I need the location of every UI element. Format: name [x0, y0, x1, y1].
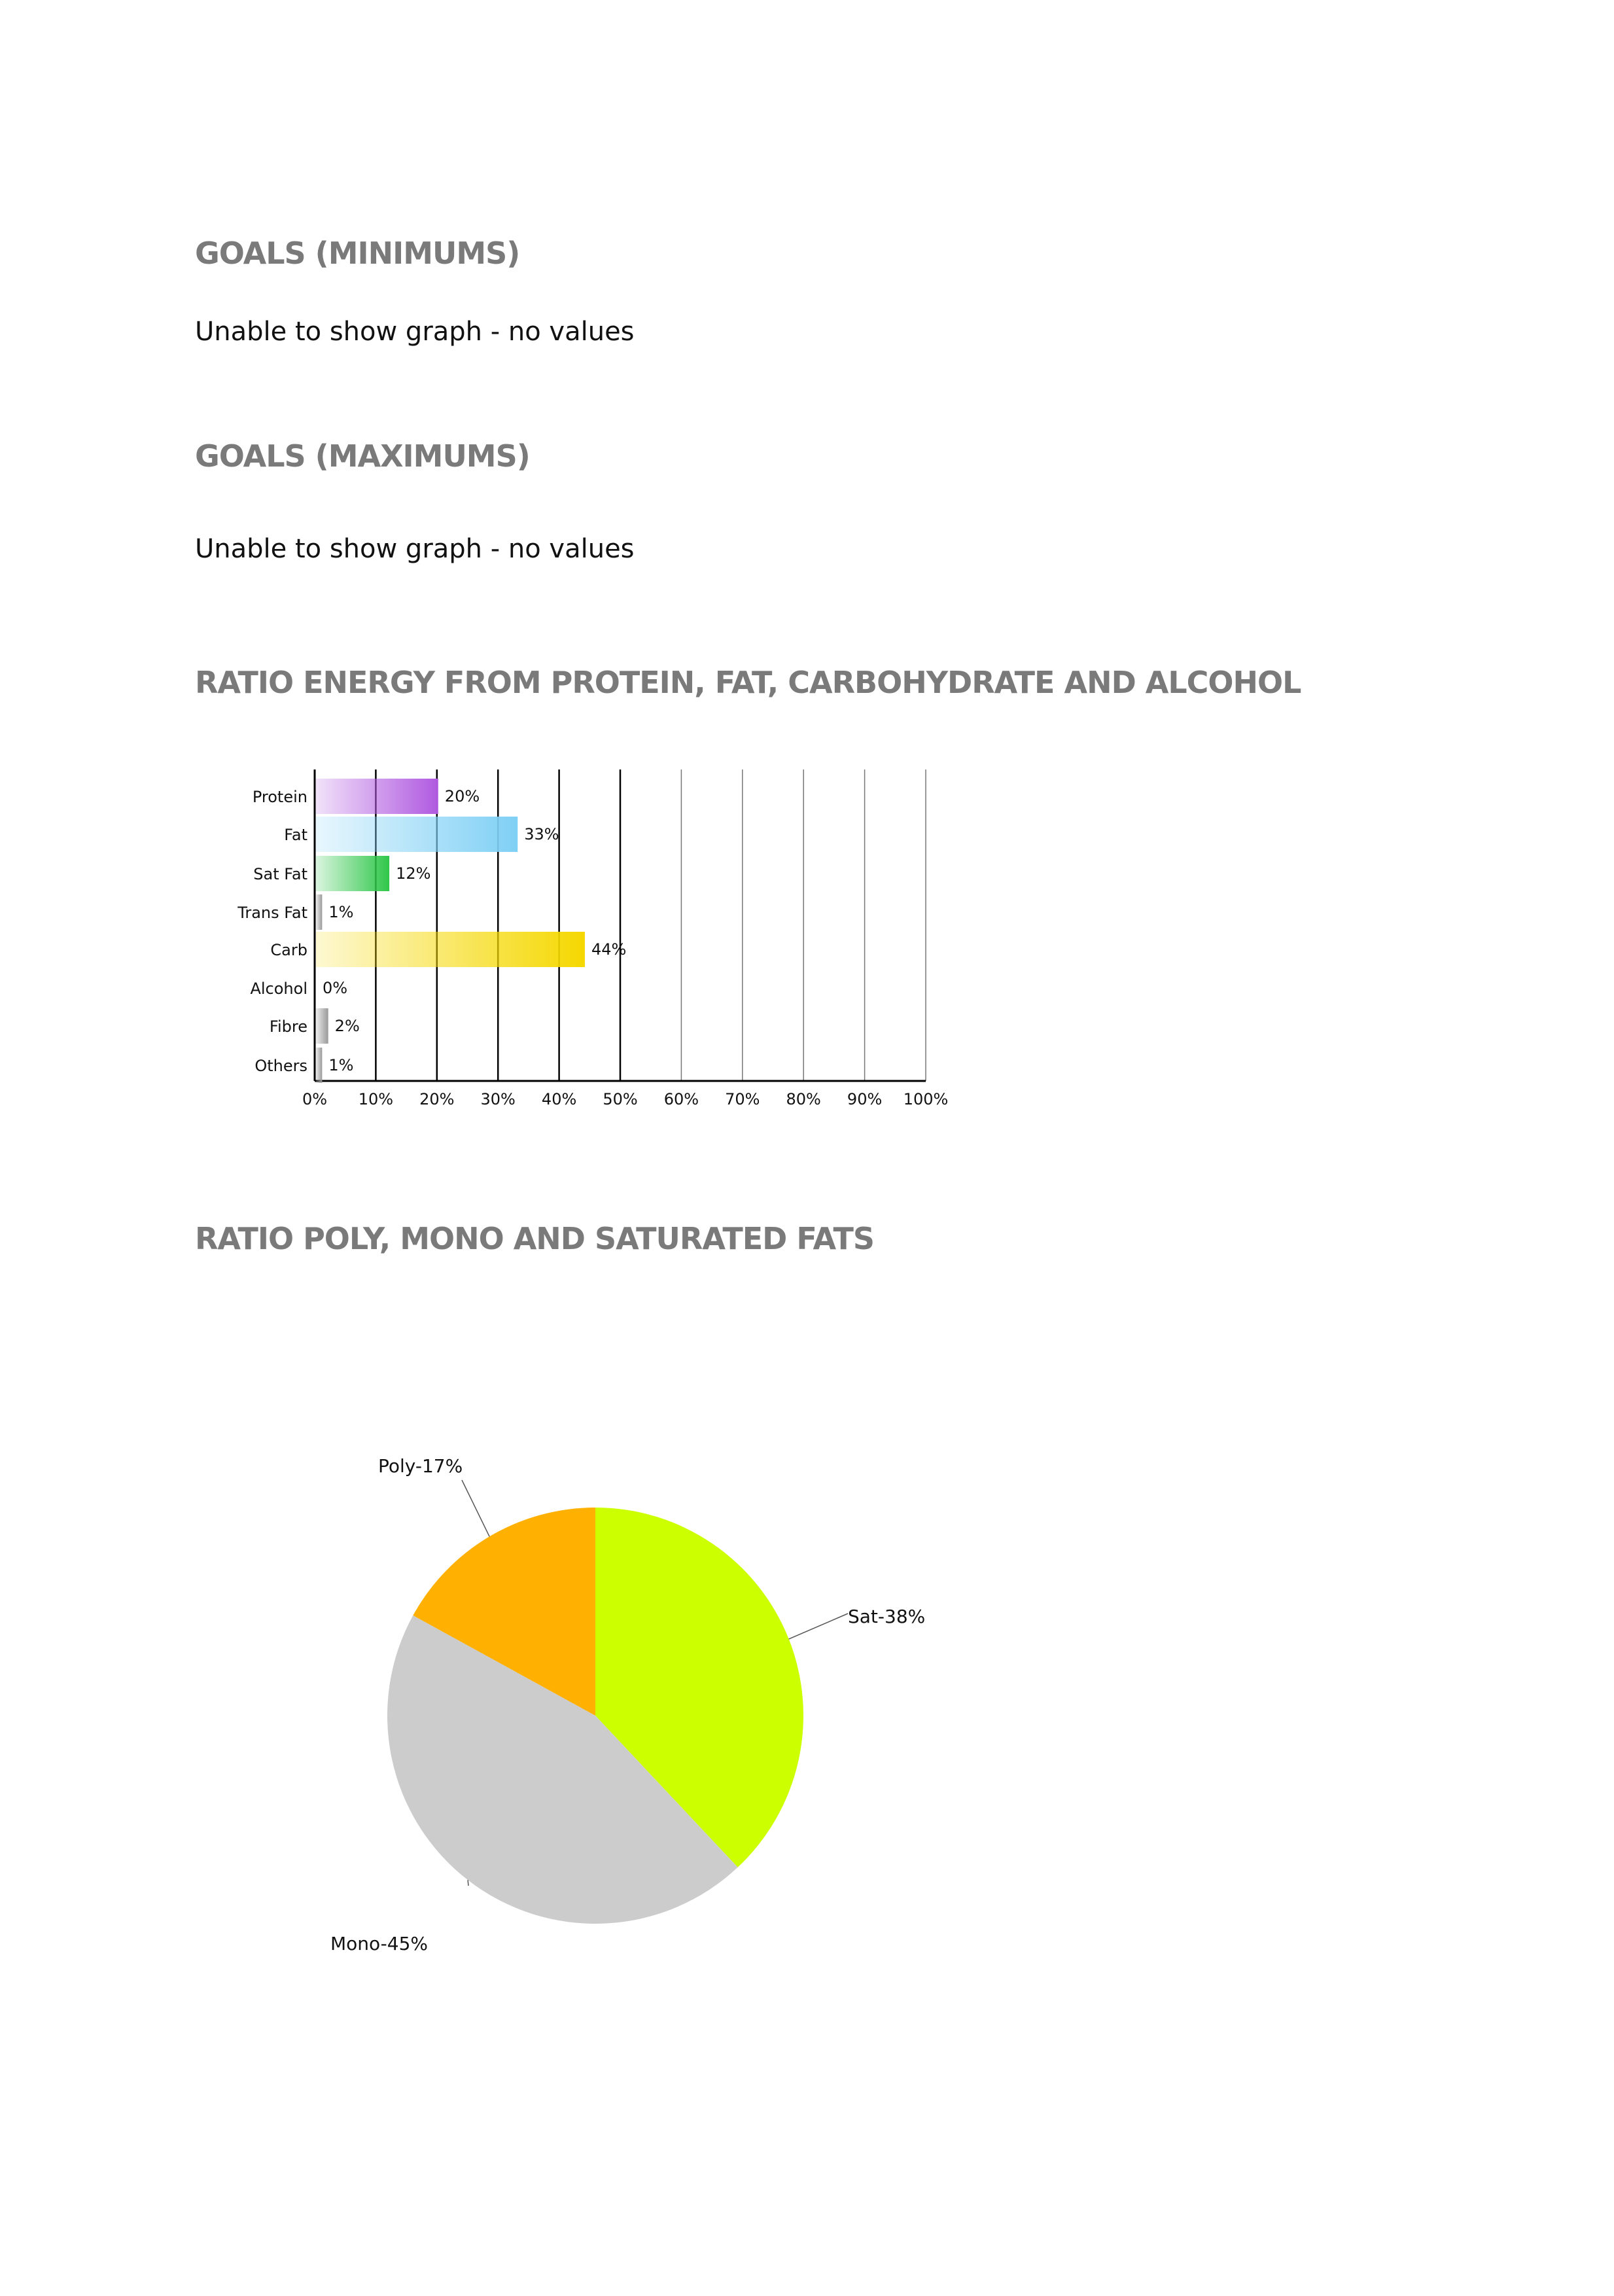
bar	[316, 1008, 328, 1044]
bar-value-label: 1%	[328, 903, 354, 921]
y-category-label: Fibre	[269, 1017, 307, 1036]
x-tick-label: 70%	[725, 1090, 760, 1108]
bar	[316, 1048, 322, 1083]
bar	[316, 932, 585, 967]
goals-maximums-heading: GOALS (MAXIMUMS)	[195, 438, 530, 474]
bar-value-label: 44%	[591, 940, 627, 959]
y-category-label: Alcohol	[250, 980, 307, 998]
y-category-label: Others	[254, 1057, 307, 1075]
bar	[316, 894, 322, 930]
x-tick-label: 60%	[663, 1090, 699, 1108]
bar	[316, 779, 438, 814]
bar-value-label: 0%	[323, 979, 348, 997]
y-category-label: Trans Fat	[237, 904, 307, 922]
y-category-label: Carb	[270, 941, 307, 959]
goals-minimums-heading: GOALS (MINIMUMS)	[195, 236, 520, 271]
bar-value-label: 2%	[334, 1017, 360, 1035]
fat-ratio-heading: RATIO POLY, MONO AND SATURATED FATS	[195, 1221, 875, 1256]
x-tick-label: 50%	[603, 1090, 638, 1108]
bar-value-label: 1%	[328, 1056, 354, 1074]
x-tick-label: 80%	[786, 1090, 821, 1108]
x-tick-label: 10%	[358, 1090, 394, 1108]
bar-value-label: 33%	[524, 825, 559, 843]
pie-slice-label: Poly-17%	[378, 1455, 463, 1477]
x-tick-label: 30%	[480, 1090, 516, 1108]
bar-value-label: 20%	[444, 787, 480, 805]
bar	[316, 817, 518, 852]
fat-ratio-pie-chart	[0, 1374, 1614, 1996]
x-tick-label: 40%	[541, 1090, 577, 1108]
pie-slice-label: Mono-45%	[330, 1933, 429, 1954]
pie-slice-label: Sat-38%	[848, 1606, 926, 1627]
pie-leader-line	[789, 1614, 848, 1639]
x-tick-label: 90%	[847, 1090, 883, 1108]
y-category-label: Fat	[284, 826, 307, 844]
x-tick-label: 20%	[419, 1090, 455, 1108]
y-category-label: Sat Fat	[253, 865, 307, 883]
pie-leader-line	[462, 1480, 489, 1536]
x-tick-label: 100%	[903, 1090, 949, 1108]
energy-ratio-heading: RATIO ENERGY FROM PROTEIN, FAT, CARBOHYDRATE AND ALCOHOL	[195, 665, 1301, 700]
bar-value-label: 12%	[396, 864, 431, 883]
bar	[316, 856, 389, 891]
x-tick-label: 0%	[302, 1090, 328, 1108]
y-category-label: Protein	[252, 788, 307, 806]
goals-maximums-message: Unable to show graph - no values	[195, 534, 635, 564]
goals-minimums-message: Unable to show graph - no values	[195, 317, 635, 347]
